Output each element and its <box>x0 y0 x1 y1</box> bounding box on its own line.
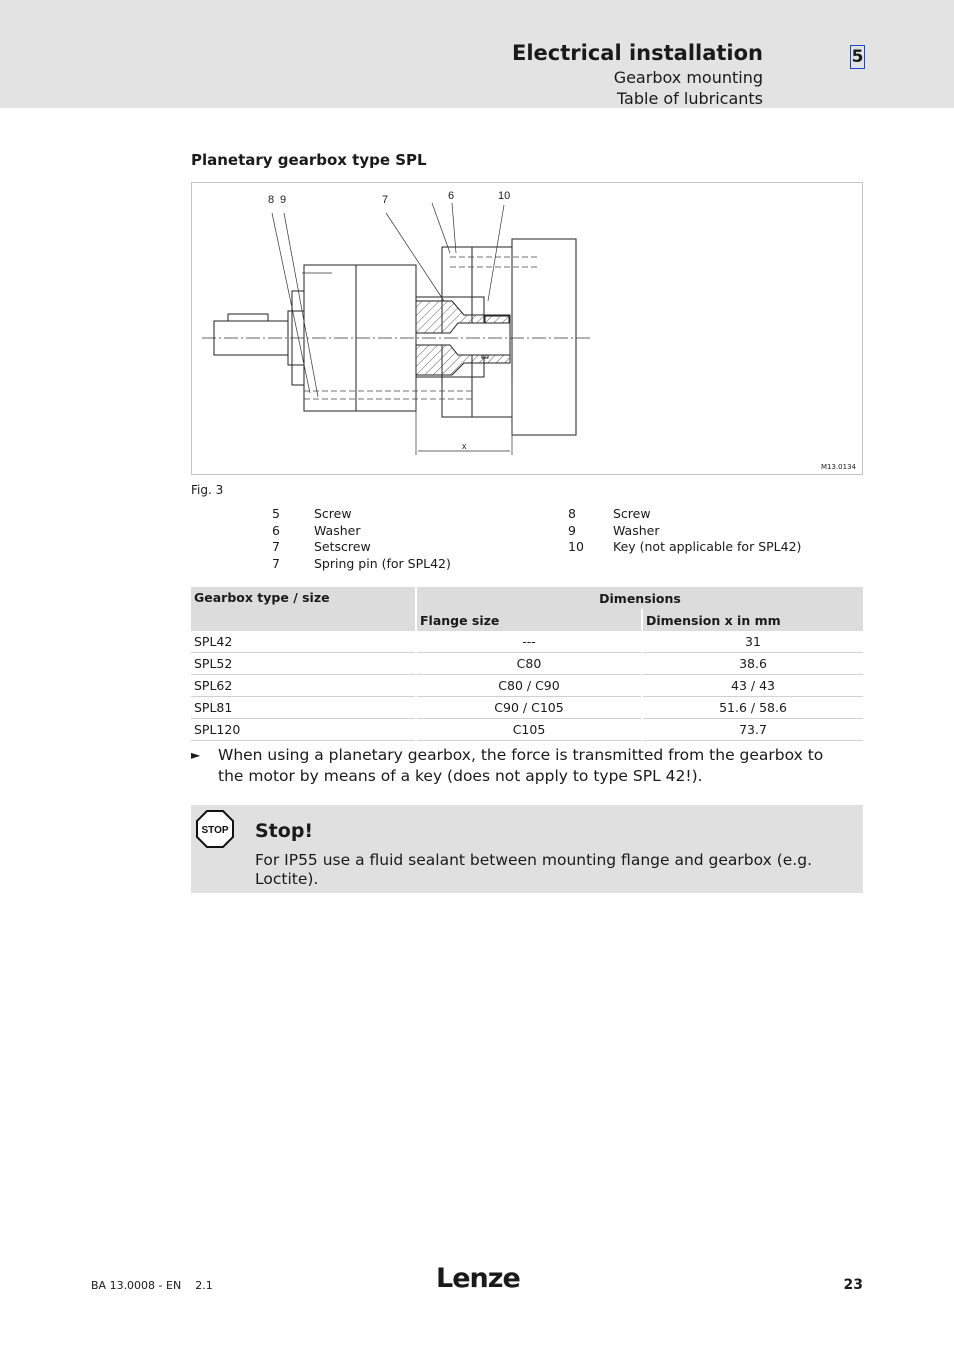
bullet-arrow-icon: ► <box>191 748 201 762</box>
callout-6: 6 <box>448 190 455 202</box>
legend-text: Screw <box>613 506 651 521</box>
cell-type: SPL81 <box>191 697 416 719</box>
col-header-type: Gearbox type / size <box>191 587 416 631</box>
legend-number: 9 <box>568 523 576 538</box>
legend-number: 8 <box>568 506 576 521</box>
cell-dimx: 73.7 <box>642 719 863 741</box>
stop-text: For IP55 use a fluid sealant between mounting flange and gearbox (e.g. Loctite). <box>255 851 813 888</box>
cell-flange: C80 <box>416 653 642 675</box>
col-header-flange: Flange size <box>416 609 642 631</box>
cell-type: SPL62 <box>191 675 416 697</box>
legend-number: 7 <box>272 556 280 571</box>
legend-number: 6 <box>272 523 280 538</box>
callout-8: 8 <box>268 194 275 206</box>
figure-caption: Fig. 3 <box>191 483 224 497</box>
stop-sign-label: STOP <box>201 825 229 836</box>
cell-dimx: 31 <box>642 631 863 653</box>
cell-dimx: 43 / 43 <box>642 675 863 697</box>
cell-flange: C80 / C90 <box>416 675 642 697</box>
callout-9: 9 <box>280 194 287 206</box>
dimension-x-label: x <box>462 441 467 451</box>
legend-text: Key (not applicable for SPL42) <box>613 539 802 554</box>
legend-text: Setscrew <box>314 539 371 554</box>
section-subtitle: Gearbox mounting <box>613 68 763 87</box>
table-row <box>191 631 863 653</box>
chapter-number-badge: 5 <box>851 47 864 67</box>
legend-text: Spring pin (for SPL42) <box>314 556 451 571</box>
legend-text: Screw <box>314 506 352 521</box>
legend-number: 10 <box>568 539 584 554</box>
cell-flange: C105 <box>416 719 642 741</box>
legend-text: Washer <box>613 523 660 538</box>
page-number: 23 <box>843 1277 863 1293</box>
table-row <box>191 719 863 741</box>
cell-flange: C90 / C105 <box>416 697 642 719</box>
doc-version: 2.1 <box>195 1279 213 1292</box>
stop-notice <box>191 805 863 893</box>
cell-type: SPL42 <box>191 631 416 653</box>
stop-title: Stop! <box>255 820 314 842</box>
callout-10: 10 <box>498 190 511 202</box>
gearbox-drawing-figure <box>191 182 863 475</box>
legend-number: 7 <box>272 539 280 554</box>
table-row <box>191 697 863 719</box>
cell-dimx: 51.6 / 58.6 <box>642 697 863 719</box>
col-header-dimensions: Dimensions <box>416 587 863 609</box>
legend-text: Washer <box>314 523 361 538</box>
gearbox-drawing <box>192 183 864 476</box>
dimensions-table <box>191 587 863 741</box>
table-row <box>191 653 863 675</box>
doc-number: BA 13.0008 - EN <box>91 1279 182 1292</box>
chapter-title: Electrical installation <box>512 41 763 65</box>
callout-7: 7 <box>382 194 389 206</box>
cell-dimx: 38.6 <box>642 653 863 675</box>
figure-reference: M13.0134 <box>821 463 856 471</box>
section-heading: Planetary gearbox type SPL <box>191 151 427 169</box>
cell-type: SPL52 <box>191 653 416 675</box>
cell-type: SPL120 <box>191 719 416 741</box>
legend-number: 5 <box>272 506 280 521</box>
col-header-dimx: Dimension x in mm <box>642 609 863 631</box>
lenze-logo: Lenze <box>436 1263 520 1294</box>
section-subtitle-2: Table of lubricants <box>616 89 763 108</box>
bullet-text: When using a planetary gearbox, the force is transmitted from the gearbox to the motor by means of a key (does not apply to type SPL 42!). <box>218 746 824 785</box>
stop-sign-icon <box>196 810 234 848</box>
header-band <box>0 0 954 108</box>
table-row <box>191 675 863 697</box>
footer-doc-id <box>91 1279 213 1292</box>
cell-flange: --- <box>416 631 642 653</box>
